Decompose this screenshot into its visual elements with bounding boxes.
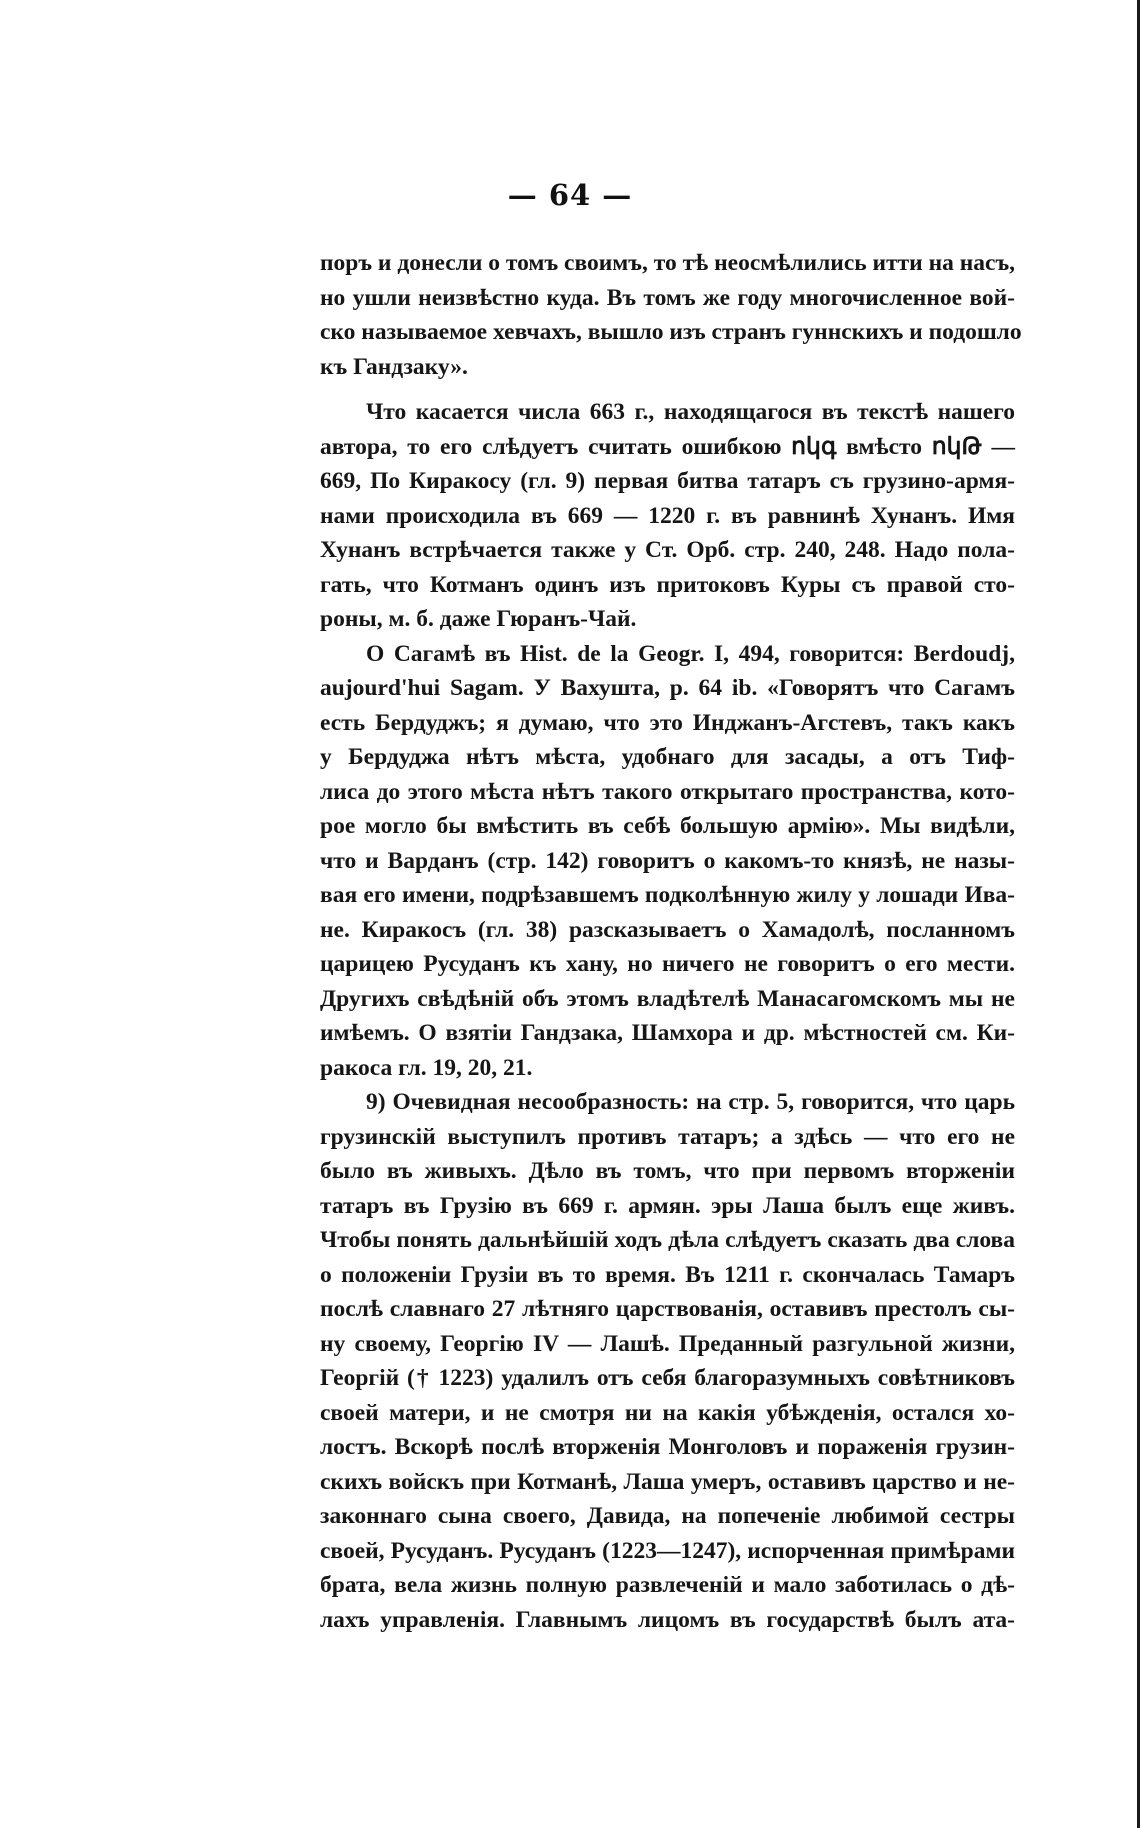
- text-line: законнаго сына своего, Давида, на попеченіе любимой сестры: [320, 1503, 1015, 1529]
- text-line: о положеніи Грузіи въ то время. Въ 1211 г. скончалась Тамаръ: [320, 1261, 1015, 1288]
- text-line: роны, м. б. даже Гюранъ-Чай.: [320, 606, 637, 632]
- text-line: лиса до этого мѣста нѣтъ такого открытаго пространства, кото-: [320, 778, 1015, 805]
- text-line: своей, Русуданъ. Русуданъ (1223—1247), испорченная примѣрами: [320, 1537, 1015, 1564]
- text-line: царицею Русуданъ къ хану, но ничего не говоритъ о его мести.: [320, 951, 1015, 977]
- text-line: но ушли неизвѣстно куда. Въ томъ же году многочисленное вой-: [320, 284, 1015, 311]
- text-line: поръ и донесли о томъ своимъ, то тѣ неосмѣлились итти на насъ,: [320, 250, 1016, 276]
- text-line: 669, По Киракосу (гл. 9) первая битва татаръ съ грузино-армя-: [320, 468, 1015, 494]
- text-line: имѣемъ. О взятіи Гандзака, Шамхора и др. мѣстностей см. Ки-: [320, 1020, 1015, 1046]
- text-line: лахъ управленія. Главнымъ лицомъ въ государствѣ былъ ата-: [320, 1606, 1015, 1633]
- text-line: рое могло бы вмѣстить въ себѣ большую армію». Мы видѣли,: [320, 813, 1015, 839]
- text-line: что и Варданъ (стр. 142) говоритъ о какомъ-то князѣ, не назы-: [320, 847, 1015, 874]
- page-number: — 64 —: [507, 178, 633, 212]
- text-line: грузинскій выступилъ противъ татаръ; а здѣсь — что его не: [320, 1123, 1015, 1150]
- text-line: не. Киракосъ (гл. 38) разсказываетъ о Хамадолѣ, посланномъ: [320, 916, 1015, 943]
- text-line: своей матери, и не смотря ни на какія убѣжденія, остался хо-: [320, 1399, 1015, 1426]
- text-line: aujourd'hui Sagam. У Вахушта, p. 64 ib. «Говорятъ что Сагамъ: [320, 675, 1015, 701]
- text-line: ну своему, Георгію IV — Лашѣ. Преданный разгульной жизни,: [320, 1330, 1015, 1357]
- text-line: автора, то его слѣдуетъ считать ошибкою ոկգ вмѣсто ոկԹ —: [320, 433, 1015, 460]
- text-line: къ Гандзаку».: [320, 353, 468, 380]
- text-line: есть Бердуджъ; я думаю, что это Инджанъ-Агстевъ, такъ какъ: [320, 709, 1015, 736]
- paragraph: [320, 1085, 1015, 1637]
- text-line: Георгій († 1223) удалилъ отъ себя благоразумныхъ совѣтниковъ: [320, 1365, 1015, 1391]
- text-line: Чтобы понять дальнѣйшій ходъ дѣла слѣдуетъ сказать два слова: [320, 1227, 1015, 1253]
- text-line: Что касается числа 663 г., находящагося въ текстѣ нашего: [366, 399, 1015, 425]
- paragraph: [320, 637, 1015, 1086]
- text-line: у Бердуджа нѣтъ мѣста, удобнаго для засады, а отъ Тиф-: [320, 744, 1015, 770]
- text-line: Другихъ свѣдѣній объ этомъ владѣтелѣ Манасагомскомъ мы не: [320, 985, 1015, 1012]
- text-line: послѣ славнаго 27 лѣтняго царствованія, оставивъ престолъ сы-: [320, 1296, 1015, 1322]
- text-line: гать, что Котманъ одинъ изъ притоковъ Куры съ правой сто-: [320, 571, 1015, 598]
- text-line: лостъ. Вскорѣ послѣ вторженія Монголовъ и пораженія грузин-: [320, 1434, 1015, 1460]
- text-line: брата, вела жизнь полную развлеченій и мало заботилась о дѣ-: [320, 1572, 1015, 1598]
- text-line: нами происходила въ 669 — 1220 г. въ равнинѣ Хунанъ. Имя: [320, 502, 1015, 529]
- body-text: [320, 246, 1022, 1637]
- text-line: скихъ войскъ при Котманѣ, Лаша умеръ, оставивъ царство и не-: [320, 1468, 1015, 1495]
- text-line: ско называемое хевчахъ, вышло изъ странъ гуннскихъ и подошло: [320, 319, 1022, 345]
- text-line: вая его имени, подрѣзавшемъ подколѣнную жилу у лошади Ива-: [320, 882, 1015, 908]
- text-line: Хунанъ встрѣчается также у Ст. Орб. стр. 240, 248. Надо пола-: [320, 537, 1015, 563]
- text-line: ракоса гл. 19, 20, 21.: [320, 1054, 533, 1081]
- text-line: 9) Очевидная несообразность: на стр. 5, говорится, что царь: [366, 1089, 1015, 1115]
- text-line: татаръ въ Грузію въ 669 г. армян. эры Лаша былъ еще живъ.: [320, 1192, 1015, 1219]
- text-line: О Сагамѣ въ Hist. de la Geogr. I, 494, говорится: Berdoudj,: [366, 640, 1015, 667]
- paragraph: [320, 395, 1015, 637]
- paragraph: [320, 246, 1022, 384]
- text-line: было въ живыхъ. Дѣло въ томъ, что при первомъ вторженіи: [320, 1158, 1015, 1184]
